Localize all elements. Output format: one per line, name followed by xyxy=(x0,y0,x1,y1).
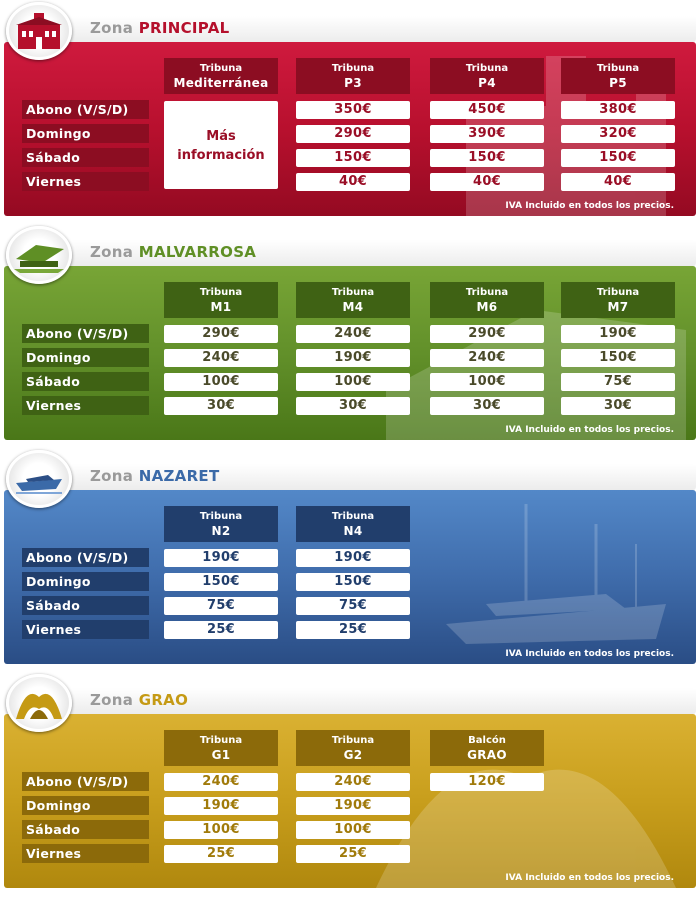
row-label-sabado: Sábado xyxy=(22,148,149,167)
zone-name: MALVARROSA xyxy=(138,243,257,261)
price-cell: 290€ xyxy=(430,325,544,343)
row-label-abono: Abono (V/S/D) xyxy=(22,324,149,343)
row-label-sabado: Sábado xyxy=(22,820,149,839)
zone-title xyxy=(90,467,220,485)
price-cell: 75€ xyxy=(164,597,278,615)
row-label-viernes: Viernes xyxy=(22,620,149,639)
price-cell: 240€ xyxy=(430,349,544,367)
price-cell: 30€ xyxy=(430,397,544,415)
row-label-viernes: Viernes xyxy=(22,396,149,415)
zone-grao xyxy=(0,672,700,896)
price-cell: 380€ xyxy=(561,101,675,119)
price-cell: 240€ xyxy=(164,349,278,367)
price-cell: 40€ xyxy=(296,173,410,191)
column-header: Tribuna P4 xyxy=(430,58,544,94)
price-cell: 40€ xyxy=(561,173,675,191)
zone-nazaret xyxy=(0,448,700,672)
price-cell: 100€ xyxy=(430,373,544,391)
column-header: Tribuna M7 xyxy=(561,282,675,318)
arch-icon xyxy=(6,674,72,732)
price-cell: 40€ xyxy=(430,173,544,191)
zone-name: NAZARET xyxy=(138,467,220,485)
price-cell: 190€ xyxy=(296,797,410,815)
price-cell: 150€ xyxy=(296,573,410,591)
price-cell: 150€ xyxy=(561,149,675,167)
row-label-sabado: Sábado xyxy=(22,372,149,391)
iva-note: IVA Incluido en todos los precios. xyxy=(505,201,674,211)
price-cell: 25€ xyxy=(296,845,410,863)
zone-name: GRAO xyxy=(138,691,189,709)
price-cell: 450€ xyxy=(430,101,544,119)
price-cell: 150€ xyxy=(296,149,410,167)
row-label-abono: Abono (V/S/D) xyxy=(22,772,149,791)
yacht-watermark-icon xyxy=(426,494,686,664)
price-cell: 190€ xyxy=(164,549,278,567)
row-label-viernes: Viernes xyxy=(22,844,149,863)
price-cell: 240€ xyxy=(296,325,410,343)
price-cell: 25€ xyxy=(164,845,278,863)
price-cell: 190€ xyxy=(561,325,675,343)
row-label-domingo: Domingo xyxy=(22,348,149,367)
iva-note: IVA Incluido en todos los precios. xyxy=(505,649,674,659)
row-label-abono: Abono (V/S/D) xyxy=(22,100,149,119)
price-cell: 190€ xyxy=(164,797,278,815)
column-header: Tribuna Mediterránea xyxy=(164,58,278,94)
column-header: Tribuna N4 xyxy=(296,506,410,542)
price-cell: 100€ xyxy=(164,373,278,391)
price-cell: 390€ xyxy=(430,125,544,143)
price-cell: 25€ xyxy=(164,621,278,639)
column-header: Tribuna M6 xyxy=(430,282,544,318)
price-cell: 120€ xyxy=(430,773,544,791)
column-header: Tribuna M1 xyxy=(164,282,278,318)
price-cell: 25€ xyxy=(296,621,410,639)
zone-malvarrosa xyxy=(0,224,700,448)
price-cell: 75€ xyxy=(296,597,410,615)
column-header: Tribuna P5 xyxy=(561,58,675,94)
price-cell: 150€ xyxy=(164,573,278,591)
row-label-sabado: Sábado xyxy=(22,596,149,615)
row-label-domingo: Domingo xyxy=(22,572,149,591)
price-cell: 30€ xyxy=(296,397,410,415)
more-info-button[interactable]: Más información xyxy=(164,101,278,189)
price-cell: 290€ xyxy=(164,325,278,343)
zone-title xyxy=(90,243,256,261)
price-cell: 75€ xyxy=(561,373,675,391)
column-header: Balcón GRAO xyxy=(430,730,544,766)
iva-note: IVA Incluido en todos los precios. xyxy=(505,873,674,883)
price-cell: 100€ xyxy=(296,373,410,391)
price-panel xyxy=(4,490,696,664)
price-panel xyxy=(4,42,696,216)
price-cell: 150€ xyxy=(561,349,675,367)
pavilion-icon xyxy=(6,226,72,284)
price-cell: 320€ xyxy=(561,125,675,143)
row-label-viernes: Viernes xyxy=(22,172,149,191)
column-header: Tribuna M4 xyxy=(296,282,410,318)
price-cell: 100€ xyxy=(164,821,278,839)
row-label-abono: Abono (V/S/D) xyxy=(22,548,149,567)
column-header: Tribuna G1 xyxy=(164,730,278,766)
zone-prefix: Zona xyxy=(90,467,134,485)
column-header: Tribuna G2 xyxy=(296,730,410,766)
price-cell: 190€ xyxy=(296,549,410,567)
price-panel xyxy=(4,714,696,888)
zone-title xyxy=(90,19,229,37)
price-cell: 290€ xyxy=(296,125,410,143)
zone-name: PRINCIPAL xyxy=(138,19,230,37)
zone-prefix: Zona xyxy=(90,691,134,709)
price-panel xyxy=(4,266,696,440)
iva-note: IVA Incluido en todos los precios. xyxy=(505,425,674,435)
price-cell: 30€ xyxy=(164,397,278,415)
zone-title xyxy=(90,691,188,709)
price-cell: 150€ xyxy=(430,149,544,167)
building-icon xyxy=(6,2,72,60)
zone-principal xyxy=(0,0,700,224)
price-cell: 240€ xyxy=(164,773,278,791)
row-label-domingo: Domingo xyxy=(22,796,149,815)
row-label-domingo: Domingo xyxy=(22,124,149,143)
yacht-icon xyxy=(6,450,72,508)
column-header: Tribuna N2 xyxy=(164,506,278,542)
price-cell: 350€ xyxy=(296,101,410,119)
price-cell: 100€ xyxy=(296,821,410,839)
zone-prefix: Zona xyxy=(90,243,134,261)
price-cell: 240€ xyxy=(296,773,410,791)
price-cell: 190€ xyxy=(296,349,410,367)
zone-prefix: Zona xyxy=(90,19,134,37)
price-cell: 30€ xyxy=(561,397,675,415)
column-header: Tribuna P3 xyxy=(296,58,410,94)
